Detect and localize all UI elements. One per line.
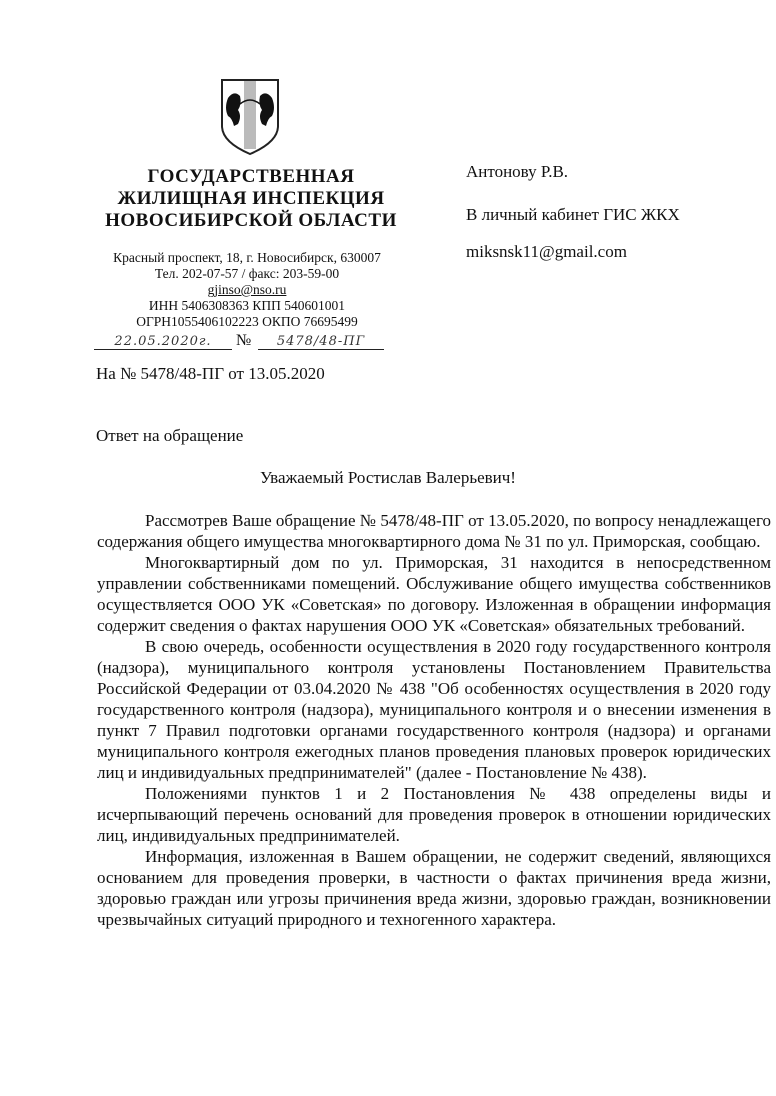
recipient-email[interactable]: miksnsk11@gmail.com: [466, 242, 627, 261]
letter-subject: Ответ на обращение: [96, 426, 244, 445]
recipient-name: Антонову Р.В.: [466, 162, 569, 181]
body-paragraph: Рассмотрев Ваше обращение № 5478/48-ПГ от 13.05.2020, по вопросу ненадлежащего содержания общего имущества многоквартирного дома № 31 по ул. Приморская, сообщаю.: [97, 511, 771, 551]
recipient-channel: В личный кабинет ГИС ЖКХ: [466, 205, 680, 224]
body-paragraph: Положениями пунктов 1 и 2 Постановления № 438 определены виды и исчерпывающий перечень оснований для проведения проверок в отношении юридических лиц, индивидуальных предпринимателей.: [97, 784, 771, 845]
body-paragraph: Информация, изложенная в Вашем обращении, не содержит сведений, являющихся основанием для проведения проверки, в частности о фактах причинения вреда жизни, здоровью граждан или угрозы причинения вреда жизни, здоровью граждан, возникновении чрезвычайных ситуаций природного и техногенного характера.: [97, 847, 771, 929]
body-paragraph: Многоквартирный дом по ул. Приморская, 31 находится в непосредственном управлении собственниками помещений. Обслуживание общего имущества собственников осуществляется ООО УК «Советская» по договору. Изложенная в обращении информация содержит сведения о фактах нарушения ООО УК «Советская» обязательных требований.: [97, 553, 771, 635]
sender-email-link[interactable]: gjinso@nso.ru: [207, 282, 287, 297]
org-name-line: ЖИЛИЩНАЯ ИНСПЕКЦИЯ: [117, 188, 385, 209]
registration-date: 22.05.2020г.: [94, 334, 232, 350]
registration-number: 5478/48-ПГ: [258, 334, 384, 350]
sender-address: Красный проспект, 18, г. Новосибирск, 630007: [113, 250, 381, 265]
reply-reference: На № 5478/48-ПГ от 13.05.2020: [96, 364, 325, 383]
org-name-line: ГОСУДАРСТВЕННАЯ: [147, 166, 355, 187]
org-name-line: НОВОСИБИРСКОЙ ОБЛАСТИ: [105, 210, 397, 231]
letter-body: [97, 510, 771, 930]
body-paragraph: В свою очередь, особенности осуществления в 2020 году государственного контроля (надзора), муниципального контроля установлены Постановлением Правительства Российской Федерации от 03.04.2020 № 438 "Об особенностях осуществления в 2020 году государственного контроля (надзора), муниципального контроля и о внесении изменения в пункт 7 Правил подготовки органами государственного контроля (надзора) и органами муниципального контроля ежегодных планов проведения плановых проверок юридических лиц и индивидуальных предпринимателей" (далее - Постановление № 438).: [97, 637, 771, 782]
sender-organization-name: [96, 166, 406, 232]
number-label: №: [236, 332, 252, 349]
sender-ogrn-okpo: ОГРН1055406102223 ОКПО 76695499: [136, 314, 358, 329]
sender-inn-kpp: ИНН 5406308363 КПП 540601001: [148, 298, 346, 313]
coat-of-arms-emblem: [218, 76, 282, 156]
sender-phone: Тел. 202-07-57 / факс: 203-59-00: [154, 266, 340, 281]
registration-line: [92, 334, 392, 354]
sender-contacts: [92, 250, 402, 330]
greeting: Уважаемый Ростислав Валерьевич!: [260, 468, 516, 487]
